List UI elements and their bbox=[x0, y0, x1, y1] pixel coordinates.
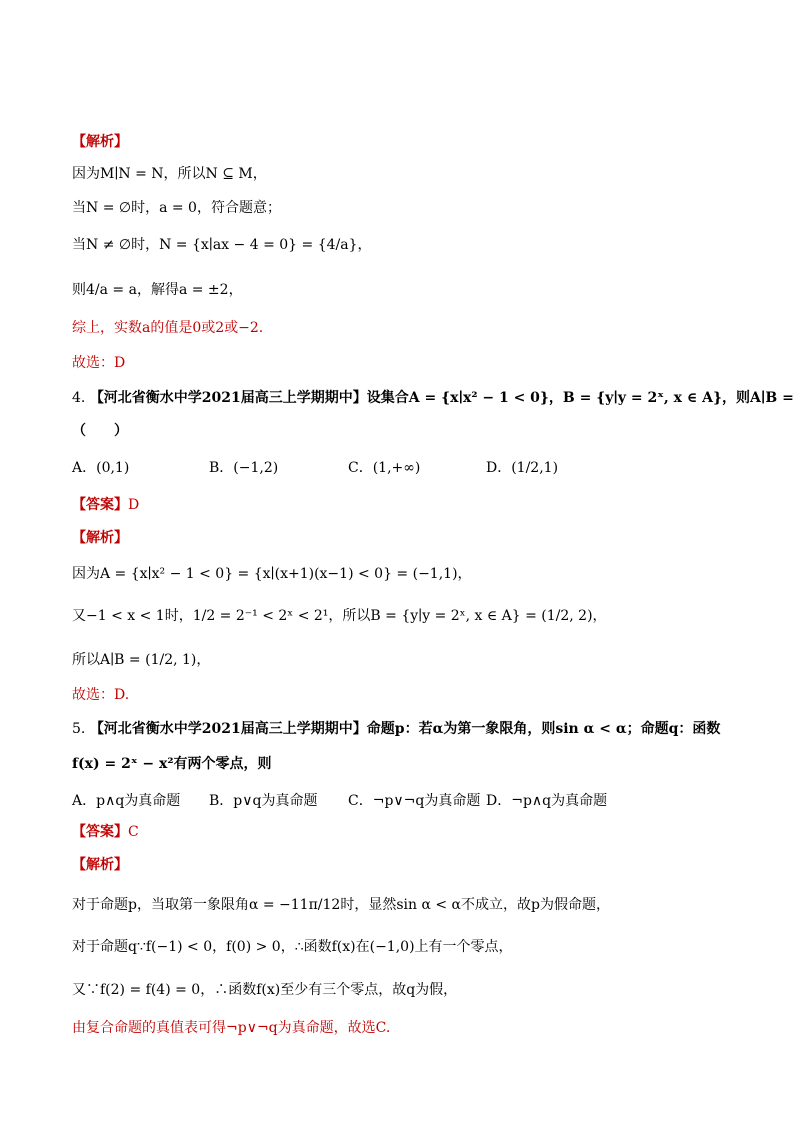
analysis-heading: 【解析】 bbox=[72, 134, 128, 150]
analysis-line-1: 对于命题p，当取第一象限角α = −11π/12时，显然sin α < α不成立，故p为假命题， bbox=[72, 897, 610, 913]
analysis-line-3: 所以A∣B = (1/2, 1)， bbox=[72, 652, 211, 668]
option-c: C．(1,+∞) bbox=[348, 460, 421, 476]
question-number: 4. bbox=[72, 390, 86, 406]
analysis-conclusion: 由复合命题的真值表可得¬p∨¬q为真命题，故选C. bbox=[72, 1020, 391, 1036]
question-stem-2: f(x) = 2ˣ − x²有两个零点，则 bbox=[72, 756, 272, 772]
answer-label: 【答案】 bbox=[72, 824, 128, 840]
question-stem: 设集合A = {x∣x² − 1 < 0}，B = {y∣y = 2ˣ, x ∈ A}，则A∣B = bbox=[366, 390, 794, 406]
question-5 bbox=[72, 719, 720, 739]
answer-label: 【答案】 bbox=[72, 497, 128, 513]
solution-line-2: 当N = ∅时，a = 0，符合题意； bbox=[72, 200, 281, 216]
question-source: 【河北省衡水中学2021届高三上学期期中】 bbox=[89, 721, 367, 737]
answer-line bbox=[72, 495, 139, 515]
question-stem-1: 命题p：若α为第一象限角，则sin α < α；命题q：函数 bbox=[366, 721, 721, 737]
option-a: A．p∧q为真命题 bbox=[72, 793, 181, 809]
solution-conclusion: 综上，实数a的值是0或2或−2. bbox=[72, 320, 264, 336]
answer-parenthesis: （ ） bbox=[72, 423, 128, 439]
option-b: B．(−1,2) bbox=[209, 460, 279, 476]
analysis-line-2: 对于命题q∵f(−1) < 0，f(0) > 0，∴函数f(x)在(−1,0)上有一个零点， bbox=[72, 939, 513, 955]
analysis-line-1: 因为A = {x∣x² − 1 < 0} = {x∣(x+1)(x−1) < 0} = (−1,1)， bbox=[72, 566, 472, 582]
option-a: A．(0,1) bbox=[72, 460, 130, 476]
question-source: 【河北省衡水中学2021届高三上学期期中】 bbox=[89, 390, 367, 406]
option-d: D．¬p∧q为真命题 bbox=[486, 793, 608, 809]
solution-line-3: 当N ≠ ∅时，N = {x∣ax − 4 = 0} = {4/a}， bbox=[72, 237, 372, 253]
option-b: B．p∨q为真命题 bbox=[209, 793, 318, 809]
analysis-line-3: 又∵f(2) = f(4) = 0，∴函数f(x)至少有三个零点，故q为假， bbox=[72, 982, 458, 998]
analysis-line-2: 又−1 < x < 1时，1/2 = 2⁻¹ < 2ˣ < 2¹，所以B = {y∣y = 2ˣ, x ∈ A} = (1/2, 2)， bbox=[72, 608, 607, 624]
question-number: 5. bbox=[72, 721, 86, 737]
answer-value: D bbox=[128, 497, 140, 513]
solution-choice: 故选：D bbox=[72, 355, 126, 371]
answer-value: C bbox=[128, 824, 139, 840]
question-4 bbox=[72, 388, 794, 408]
answer-line bbox=[72, 822, 139, 842]
analysis-heading: 【解析】 bbox=[72, 857, 128, 873]
option-c: C．¬p∨¬q为真命题 bbox=[348, 793, 481, 809]
solution-line-1: 因为M∣N = N，所以N ⊆ M， bbox=[72, 166, 267, 182]
question-4-options bbox=[72, 458, 722, 480]
solution-line-4: 则4/a = a，解得a = ±2， bbox=[72, 282, 243, 298]
question-5-options bbox=[72, 791, 722, 813]
analysis-heading: 【解析】 bbox=[72, 530, 128, 546]
option-d: D．(1/2,1) bbox=[486, 460, 559, 476]
analysis-choice: 故选：D. bbox=[72, 687, 130, 703]
